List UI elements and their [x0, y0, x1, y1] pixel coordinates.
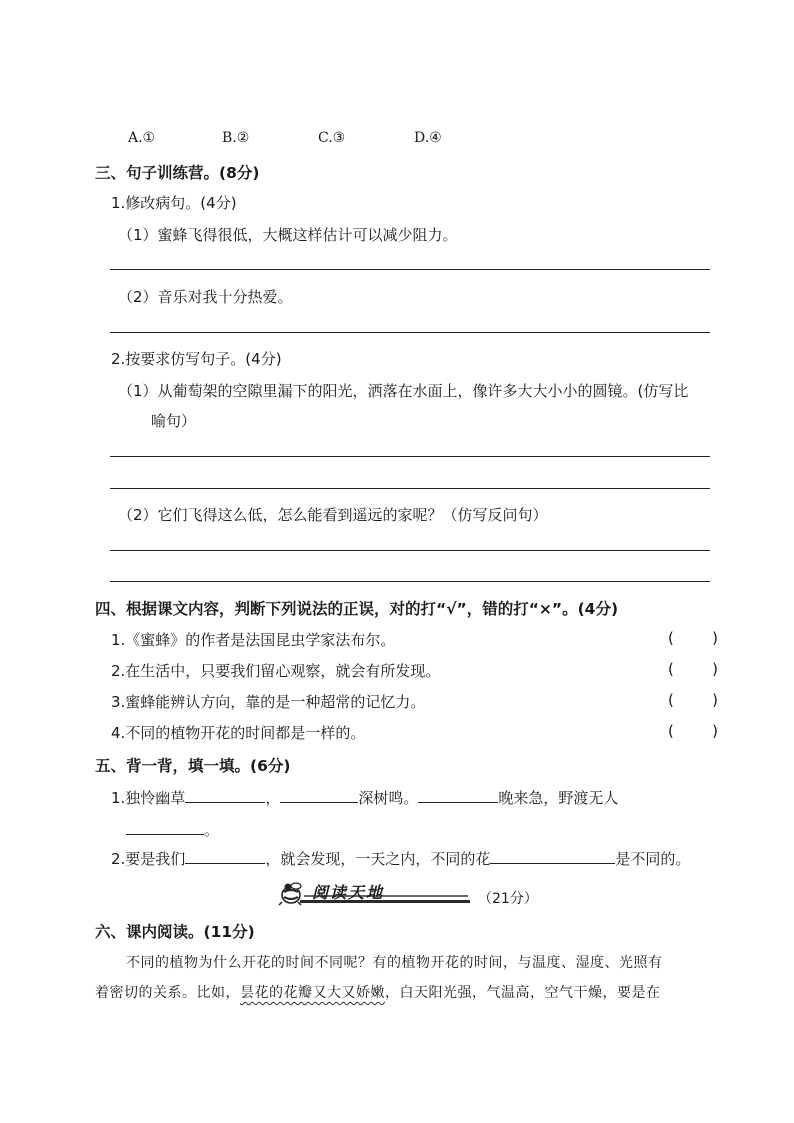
judge-item: 4.不同的植物开花的时间都是一样的。: [111, 724, 366, 742]
reading-banner-title: 阅读天地: [312, 883, 385, 902]
fill-blank[interactable]: [280, 788, 358, 803]
option-a[interactable]: A.①: [128, 130, 156, 146]
option-c[interactable]: C.③: [318, 130, 346, 146]
answer-parentheses[interactable]: ( ): [668, 629, 718, 647]
answer-parentheses[interactable]: ( ): [668, 691, 718, 709]
answer-parentheses[interactable]: ( ): [668, 722, 718, 740]
judge-item: 1.《蜜蜂》的作者是法国昆虫学家法布尔。: [111, 631, 396, 649]
answer-line[interactable]: [110, 269, 710, 270]
section4-title: 四、根据课文内容，判断下列说法的正误，对的打“√”，错的打“×”。(4分): [95, 600, 619, 618]
section5-title: 五、背一背，填一填。(6分): [95, 757, 291, 775]
q2-title: 2.按要求仿写句子。(4分): [111, 350, 282, 368]
reading-points: （21分）: [478, 891, 538, 907]
answer-line[interactable]: [110, 550, 710, 551]
q1-item2: （2）音乐对我十分热爱。: [118, 288, 293, 306]
q2-item2: （2）它们飞得这么低，怎么能看到遥远的家呢？（仿写反问句）: [118, 506, 548, 524]
fill-blank[interactable]: [185, 849, 265, 864]
reading-banner: [278, 880, 473, 906]
wavy-underlined-phrase: 昙花的花瓣又大又娇嫩: [240, 985, 385, 1001]
fill-q1-cont: 。: [126, 819, 219, 840]
answer-line[interactable]: [110, 332, 710, 333]
judge-item: 2.在生活中，只要我们留心观察，就会有所发现。: [111, 662, 441, 680]
answer-line[interactable]: [110, 456, 710, 457]
q1-item1: （1）蜜蜂飞得很低，大概这样估计可以减少阻力。: [118, 226, 458, 244]
q2-item1-line1: （1）从葡萄架的空隙里漏下的阳光，洒落在水面上，像许多大大小小的圆镜。(仿写比: [118, 382, 689, 400]
q2-item1-line2: 喻句）: [151, 412, 197, 430]
q1-title: 1.修改病句。(4分): [111, 194, 237, 212]
judge-item: 3.蜜蜂能辨认方向，靠的是一种超常的记忆力。: [111, 693, 426, 711]
answer-line[interactable]: [110, 488, 710, 489]
fill-blank[interactable]: [490, 849, 615, 864]
answer-line[interactable]: [110, 581, 710, 582]
section6-title: 六、课内阅读。(11分): [95, 923, 255, 941]
reading-passage-line2: 着密切的关系。比如，昙花的花瓣又大又娇嫩，白天阳光强，气温高，空气干燥，要是在: [95, 985, 661, 1001]
reading-passage-line1: 不同的植物为什么开花的时间不同呢？有的植物开花的时间，与温度、湿度、光照有: [126, 955, 663, 971]
fill-blank[interactable]: [418, 788, 498, 803]
fill-blank[interactable]: [185, 788, 265, 803]
fill-blank[interactable]: [126, 820, 204, 835]
option-d[interactable]: D.④: [414, 130, 442, 146]
section3-title: 三、句子训练营。(8分): [95, 164, 260, 182]
answer-parentheses[interactable]: ( ): [668, 660, 718, 678]
bee-mascot-icon: [279, 883, 301, 905]
fill-q1: 1.独怜幽草 ， 深树鸣。 晚来急，野渡无人: [111, 789, 619, 807]
fill-q2: 2.要是我们 ，就会发现，一天之内，不同的花 是不同的。: [111, 850, 691, 868]
option-b[interactable]: B.②: [222, 130, 250, 146]
